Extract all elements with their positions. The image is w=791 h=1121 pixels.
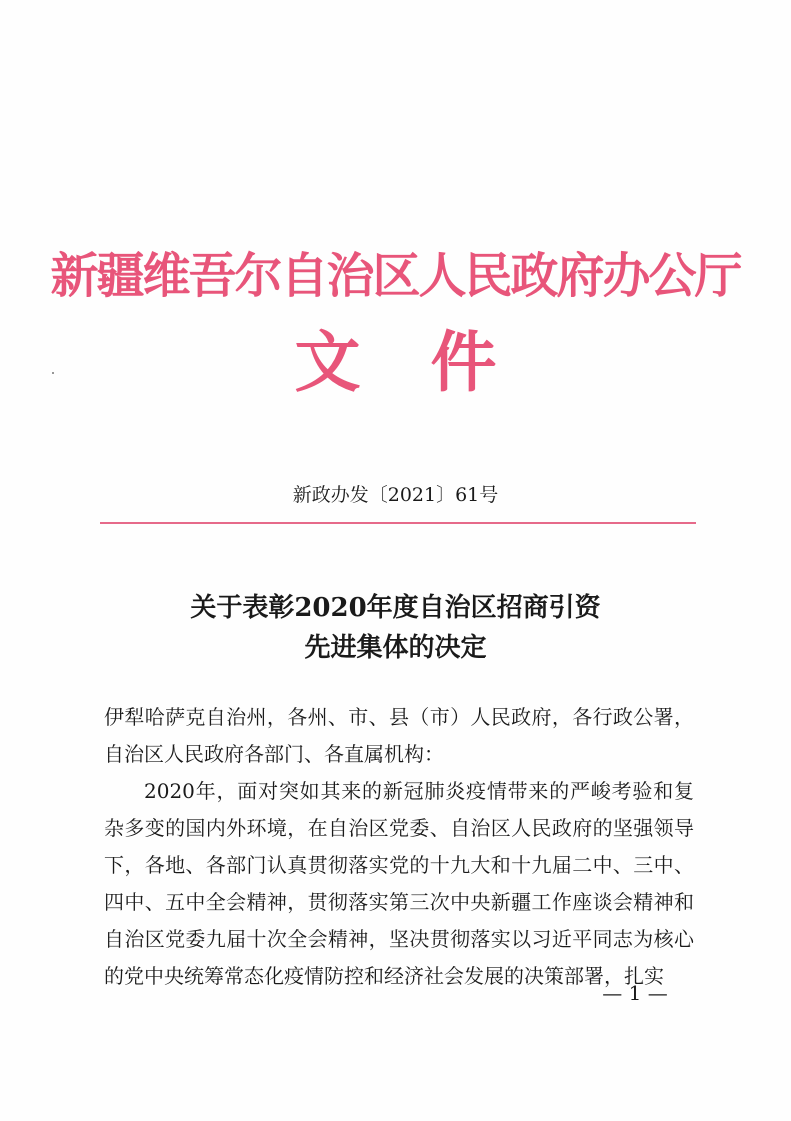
recipients-paragraph: 伊犁哈萨克自治州，各州、市、县（市）人民政府，各行政公署，自治区人民政府各部门、各直属机构： <box>104 705 694 766</box>
document-title-line-1: 关于表彰2020年度自治区招商引资 <box>190 593 601 623</box>
issuer-header: 新疆维吾尔自治区人民政府办公厅 <box>50 248 741 304</box>
page-number: — 1 — <box>602 981 668 1005</box>
red-separator-line <box>100 522 696 524</box>
body-paragraph-1: 2020年，面对突如其来的新冠肺炎疫情带来的严峻考验和复杂多变的国内外环境，在自治区党委、自治区人民政府的坚强领导下，各地、各部门认真贯彻落实党的十九大和十九届二中、三中、四中、五中全会精神，贯彻落实第三次中央新疆工作座谈会精神和自治区党委九届十次全会精神，坚决贯彻落实以习近平同志为核心的党中央统筹常态化疫情防控和经济社会发展的决策部署，扎实 <box>104 779 694 988</box>
document-type-header: 文件 <box>294 323 567 401</box>
document-title <box>0 588 791 668</box>
document-number: 新政办发〔2021〕61号 <box>292 484 499 506</box>
document-body <box>104 699 694 995</box>
document-title-line-2: 先进集体的决定 <box>304 633 487 663</box>
